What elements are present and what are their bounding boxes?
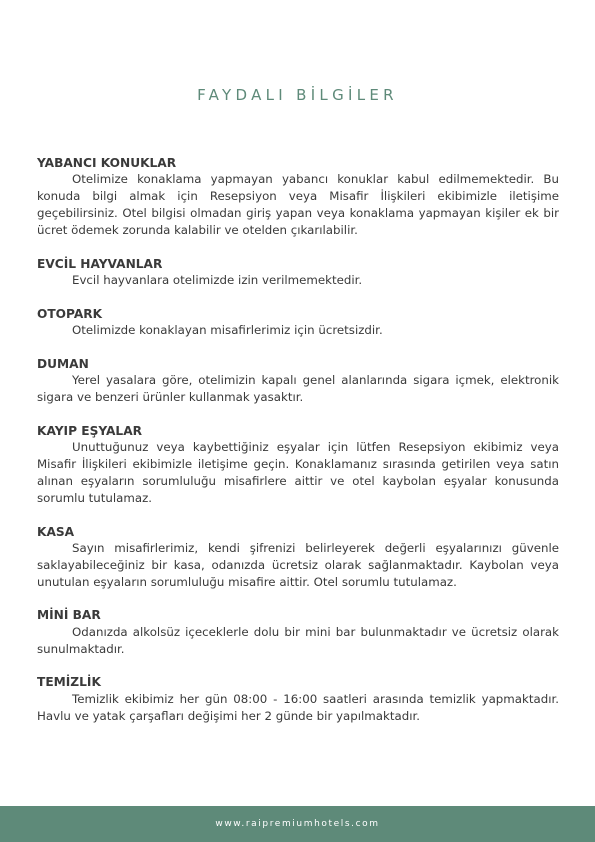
section-foreign-guests <box>37 155 559 239</box>
section-pets <box>37 256 559 289</box>
section-body: Evcil hayvanlara otelimizde izin verilmemektedir. <box>72 273 363 287</box>
section-parking <box>37 306 559 339</box>
info-sections <box>37 155 559 741</box>
section-heading: EVCİL HAYVANLAR <box>37 256 163 271</box>
section-body: Yerel yasalara göre, otelimizin kapalı genel alanlarında sigara içmek, elektronik sigara ve benzeri ürünler kullanmak yasaktır. <box>37 373 559 405</box>
section-safe <box>37 524 559 591</box>
section-body: Otelimize konaklama yapmayan yabancı konuklar kabul edilmemektedir. Bu konuda bilgi almak için Resepsiyon veya Misafir İlişkileri ekibimizle iletişime geçebilirsiniz. Otel bilgisi olmadan giriş yapan veya konaklama yapmayan kişiler ek bir ücret ödemek zorunda kalabilir ve otelden çıkarılabilir. <box>37 172 559 237</box>
section-body: Temizlik ekibimiz her gün 08:00 - 16:00 saatleri arasında temizlik yapmaktadır. Havlu ve yatak çarşafları değişimi her 2 günde bir yapılmaktadır. <box>37 691 559 723</box>
section-heading: YABANCI KONUKLAR <box>37 156 177 170</box>
section-smoking <box>37 356 559 406</box>
section-body: Odanızda alkolsüz içeceklerle dolu bir mini bar bulunmaktadır ve ücretsiz olarak sunulmaktadır. <box>37 624 559 656</box>
section-heading: TEMİZLİK <box>37 675 101 690</box>
section-cleaning <box>37 674 559 724</box>
section-body: Unuttuğunuz veya kaybettiğiniz eşyalar için lütfen Resepsiyon ekibimiz veya Misafir İlişkileri ekibimizle iletişime geçin. Konaklamanız sırasında getirilen veya satın alınan eşyaların sorumluluğu misafirlere aittir ve otel kaybolan eşyalar konusunda sorumlu tutulamaz. <box>37 440 559 505</box>
section-minibar <box>37 607 559 657</box>
section-heading: KASA <box>37 524 75 539</box>
section-heading: DUMAN <box>37 357 89 371</box>
section-lost-items <box>37 423 559 507</box>
footer-bar <box>0 806 595 842</box>
section-body: Otelimizde konaklayan misafirlerimiz için ücretsizdir. <box>72 323 383 338</box>
section-heading: OTOPARK <box>37 306 103 321</box>
section-heading: MİNİ BAR <box>37 608 101 623</box>
footer-website-link[interactable]: www.raipremiumhotels.com <box>215 819 380 829</box>
section-heading: KAYIP EŞYALAR <box>37 424 143 438</box>
page-title: FAYDALI BİLGİLER <box>197 86 398 104</box>
section-body: Sayın misafirlerimiz, kendi şifrenizi belirleyerek değerli eşyalarınızı güvenle saklayabileceğiniz bir kasa, odanızda ücretsiz olarak sağlanmaktadır. Kaybolan veya unutulan eşyaların sorumluluğu misafire aittir. Otel sorumlu tutulamaz. <box>37 541 559 589</box>
